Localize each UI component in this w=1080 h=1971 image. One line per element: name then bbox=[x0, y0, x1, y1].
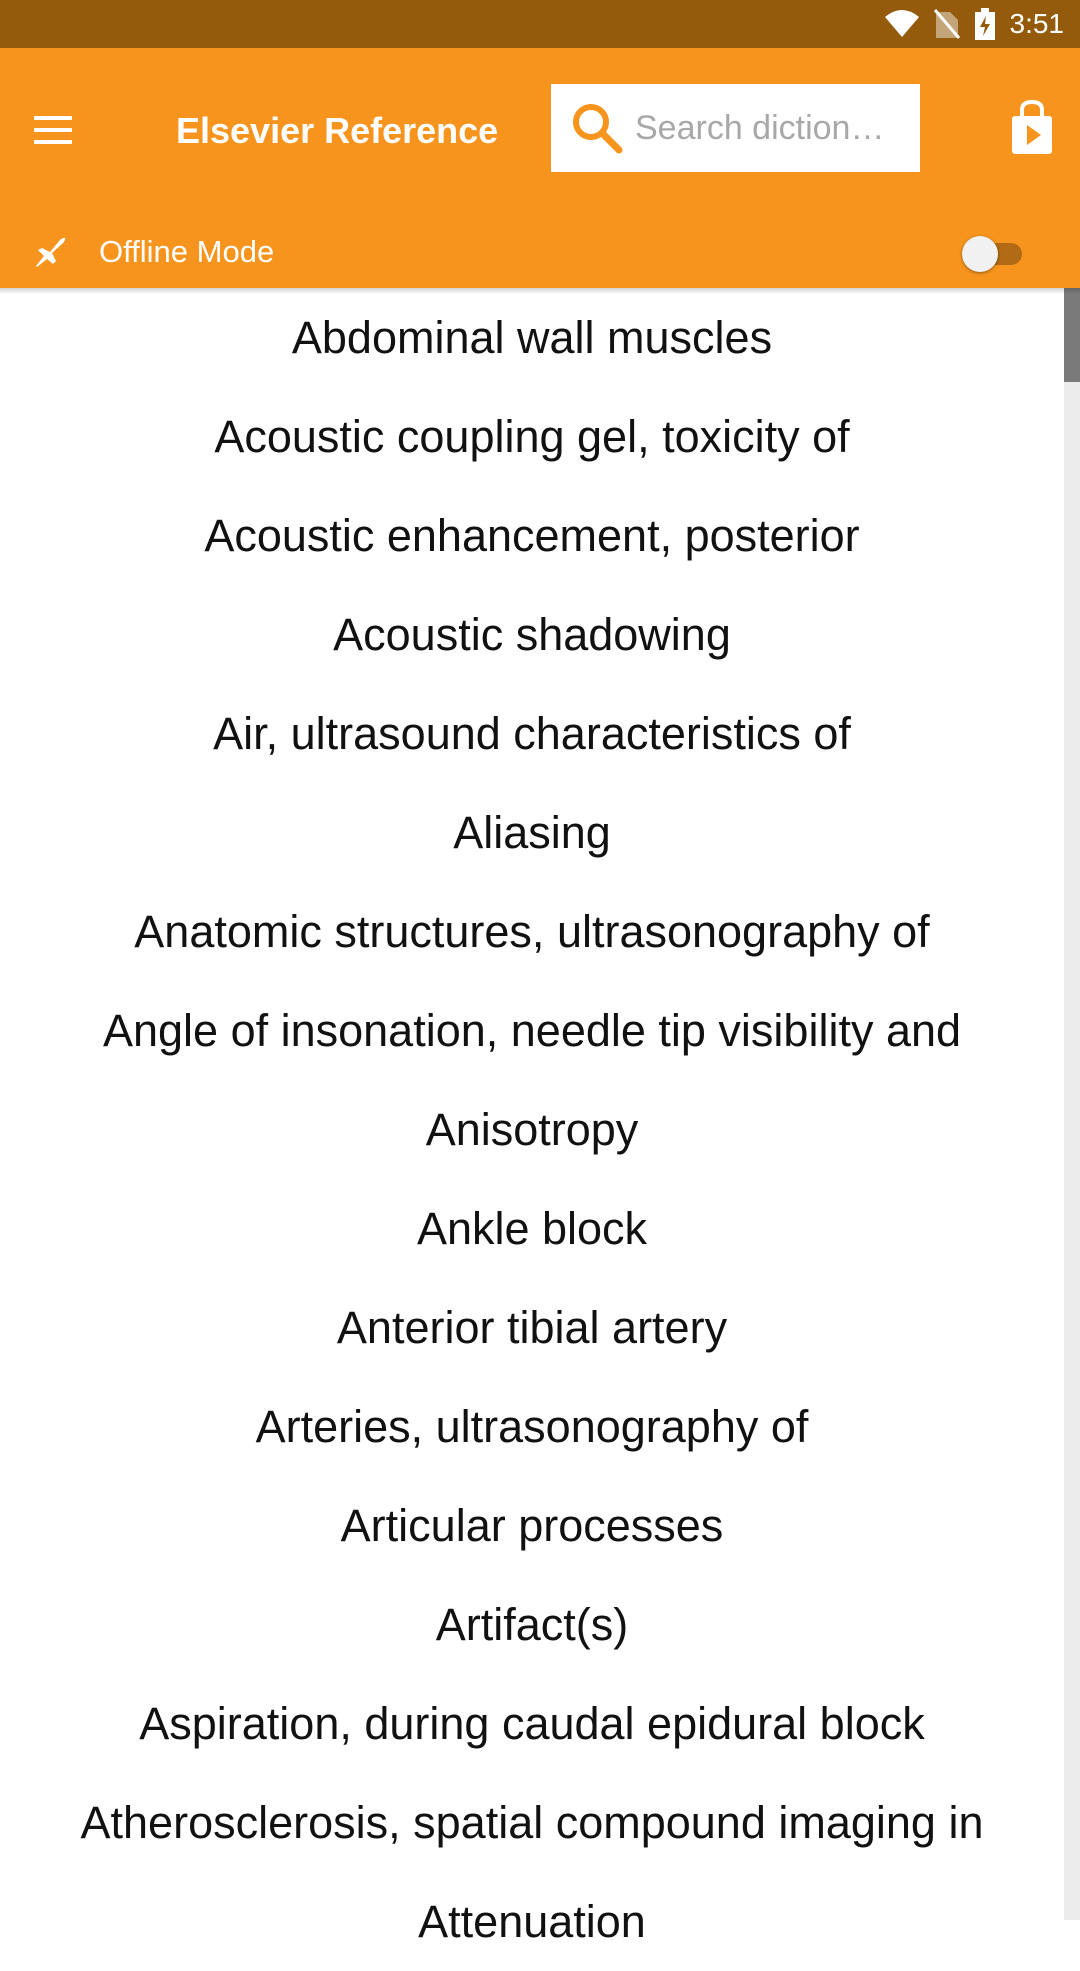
play-store-bag-icon bbox=[1010, 100, 1054, 156]
store-button[interactable] bbox=[1010, 100, 1054, 156]
offline-mode-row bbox=[0, 216, 1080, 288]
list-item[interactable]: Arteries, ultrasonography of bbox=[255, 1401, 809, 1452]
no-sim-icon bbox=[934, 8, 960, 40]
status-icons bbox=[884, 0, 1065, 48]
search-box[interactable] bbox=[551, 84, 920, 172]
list-item[interactable]: Atherosclerosis, spatial compound imaging in bbox=[80, 1797, 984, 1848]
list-item[interactable]: Acoustic coupling gel, toxicity of bbox=[214, 411, 850, 462]
search-input[interactable] bbox=[635, 109, 895, 148]
status-bar bbox=[0, 0, 1080, 48]
offline-mode-toggle[interactable] bbox=[962, 236, 1026, 272]
list-item[interactable]: Anterior tibial artery bbox=[336, 1302, 728, 1353]
list-item[interactable]: Aliasing bbox=[453, 807, 611, 858]
list-item[interactable]: Artifact(s) bbox=[435, 1599, 629, 1650]
app-title: Elsevier Reference bbox=[176, 110, 499, 151]
toggle-thumb bbox=[962, 236, 998, 272]
list-item[interactable]: Articular processes bbox=[340, 1500, 724, 1551]
search-icon bbox=[571, 102, 623, 154]
list-item[interactable]: Aspiration, during caudal epidural block bbox=[139, 1698, 925, 1749]
hamburger-menu-icon bbox=[34, 116, 72, 120]
dictionary-entry-list[interactable] bbox=[0, 288, 1064, 1947]
list-item[interactable]: Acoustic shadowing bbox=[333, 609, 731, 660]
battery-charging-icon bbox=[974, 8, 996, 40]
menu-button[interactable] bbox=[34, 108, 78, 152]
list-item[interactable]: Anisotropy bbox=[425, 1104, 639, 1155]
list-item[interactable]: Air, ultrasound characteristics of bbox=[213, 708, 851, 759]
list-item[interactable]: Angle of insonation, needle tip visibility and bbox=[102, 1005, 962, 1056]
app-bar-shadow bbox=[0, 288, 1080, 294]
scrollbar-thumb[interactable] bbox=[1064, 288, 1080, 382]
list-item[interactable]: Acoustic enhancement, posterior bbox=[204, 510, 860, 561]
wifi-icon bbox=[884, 9, 920, 39]
app-bar bbox=[0, 48, 1080, 288]
list-item[interactable]: Abdominal wall muscles bbox=[291, 312, 773, 363]
list-item[interactable]: Anatomic structures, ultrasonography of bbox=[134, 906, 930, 957]
offline-mode-label: Offline Mode bbox=[99, 234, 275, 269]
list-item[interactable]: Ankle block bbox=[416, 1203, 648, 1254]
airplane-icon bbox=[30, 232, 70, 272]
status-time: 3:51 bbox=[1009, 8, 1064, 39]
scrollbar[interactable] bbox=[1064, 288, 1080, 1920]
list-item[interactable]: Attenuation bbox=[418, 1896, 646, 1947]
